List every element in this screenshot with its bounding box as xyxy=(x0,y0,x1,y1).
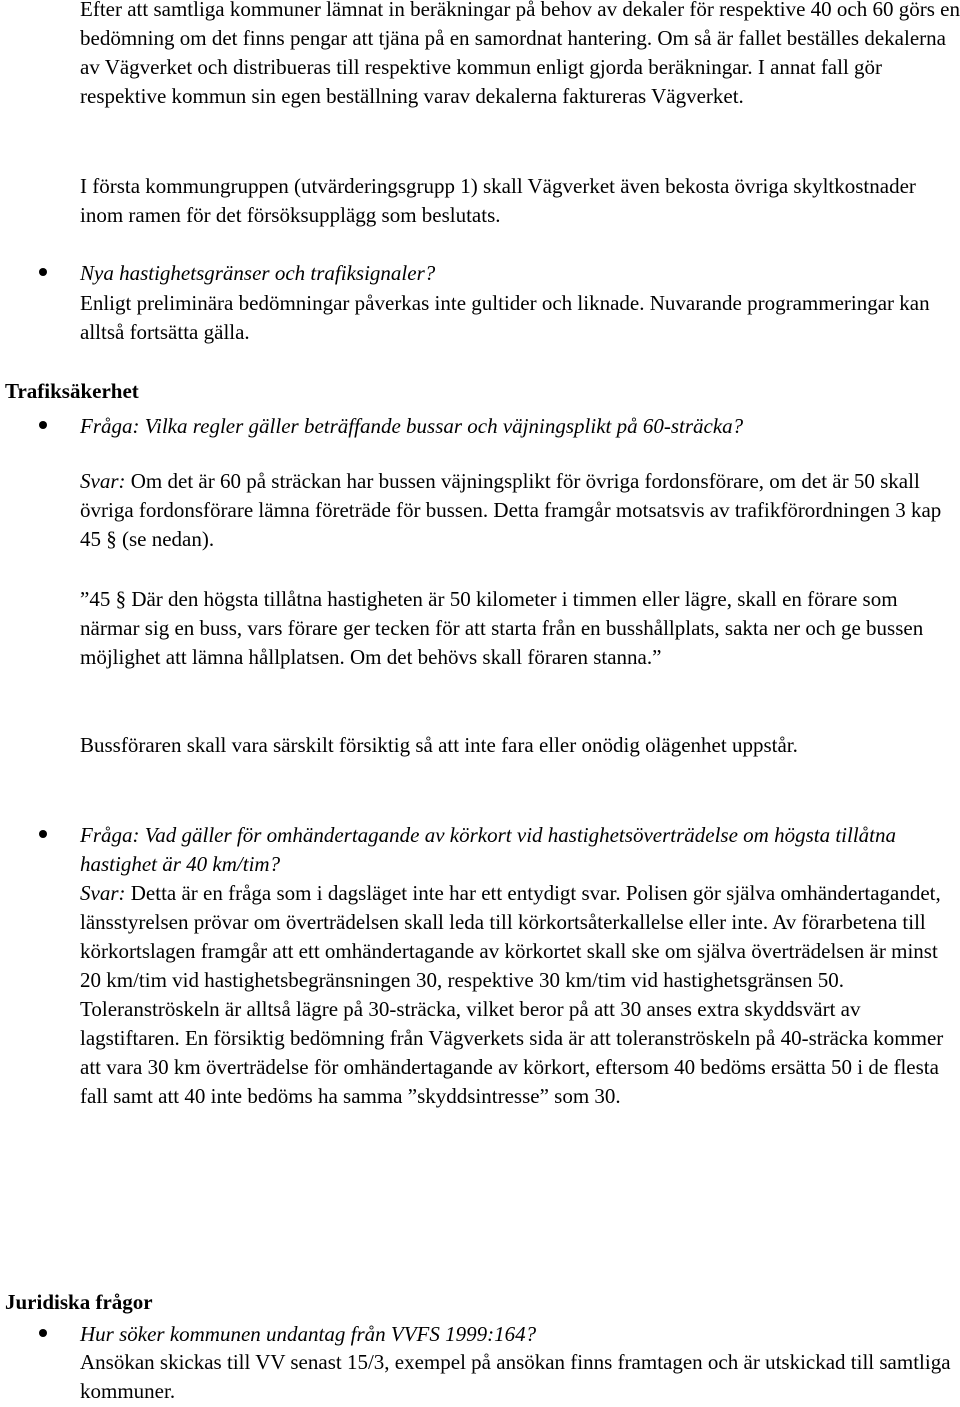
answer-license xyxy=(80,879,960,1111)
bus-driver-paragraph: Bussföraren skall vara särskilt försiktig så att inte fara eller onödig olägenhet uppstår. xyxy=(80,733,798,757)
question-exemption: Hur söker kommunen undantag från VVFS 1999:164? xyxy=(80,1322,537,1346)
heading-trafiksakerhet: Trafiksäkerhet xyxy=(5,379,139,403)
answer-label: Svar: xyxy=(80,469,126,493)
answer-speed-signals: Enligt preliminära bedömningar påverkas inte gultider och liknade. Nuvarande programmeringar kan alltså fortsätta gälla. xyxy=(80,291,930,344)
law-quote: ”45 § Där den högsta tillåtna hastigheten är 50 kilometer i timmen eller lägre, skall en förare som närmar sig en buss, vars förare ger tecken för att starta från en busshållplats, sakta ner och ge bussen möjlighet att lämna hållplatsen. Om det behövs skall föraren stanna.” xyxy=(80,587,924,669)
question-bus-yield: Fråga: Vilka regler gäller beträffande bussar och väjningsplikt på 60-sträcka? xyxy=(80,414,744,438)
intro-paragraph: Efter att samtliga kommuner lämnat in beräkningar på behov av dekaler för respektive 40 och 60 görs en bedömning om det finns pengar att tjäna på en samordnat hantering. Om så är fallet beställes dekalerna av Vägverket och distribueras till respektive kommun enligt gjorda beräkningar. I annat fall gör respektive kommun sin egen beställning varav dekalerna faktureras Vägverket. xyxy=(80,0,960,108)
cost-paragraph: I första kommungruppen (utvärderingsgrupp 1) skall Vägverket även bekosta övriga skyltkostnader inom ramen för det försöksupplägg som beslutats. xyxy=(80,174,916,227)
answer-label: Svar: xyxy=(80,881,126,905)
question-speed-signals: Nya hastighetsgränser och trafiksignaler? xyxy=(80,261,436,285)
answer-text: Detta är en fråga som i dagsläget inte har ett entydigt svar. Polisen gör själva omhändertagandet, länsstyrelsen prövar om överträdelsen skall leda till körkortsåterkallelse eller inte. Av förarbetena till körkortslagen framgår att ett omhändertagande av körkortet skall ske om själva överträdelsen är minst 20 km/tim vid hastighetsbegränsningen 30, respektive 30 km/tim vid hastighetsgränsen 50. Toleranströskeln är alltså lägre på 30-sträcka, vilket beror på att 30 anses extra skyddsvärt av lagstiftaren. En försiktig bedömning från Vägverkets sida är att toleranströskeln på 40-sträcka kommer att vara 30 km överträdelse för omhändertagande av körkort, eftersom 40 bedöms ersätta 50 i de flesta fall samt att 40 inte bedöms ha samma ”skyddsintresse” som 30. xyxy=(80,881,944,1108)
bullet-icon xyxy=(39,830,47,838)
bullet-icon xyxy=(39,268,47,276)
answer-exemption: Ansökan skickas till VV senast 15/3, exempel på ansökan finns framtagen och är utskickad till samtliga kommuner. xyxy=(80,1350,951,1403)
heading-juridiska-fragor: Juridiska frågor xyxy=(5,1290,153,1314)
answer-text: Om det är 60 på sträckan har bussen väjningsplikt för övriga fordonsförare, om det är 50 skall övriga fordonsförare lämna företräde för bussen. Detta framgår motsatsvis av trafikförordningen 3 kap 45 § (se nedan). xyxy=(80,469,942,551)
bullet-icon xyxy=(39,1329,47,1337)
answer-bus-yield xyxy=(80,467,960,554)
question-license: Fråga: Vad gäller för omhändertagande av körkort vid hastighetsöverträdelse om högsta tillåtna hastighet är 40 km/tim? xyxy=(80,823,897,876)
bullet-icon xyxy=(39,421,47,429)
